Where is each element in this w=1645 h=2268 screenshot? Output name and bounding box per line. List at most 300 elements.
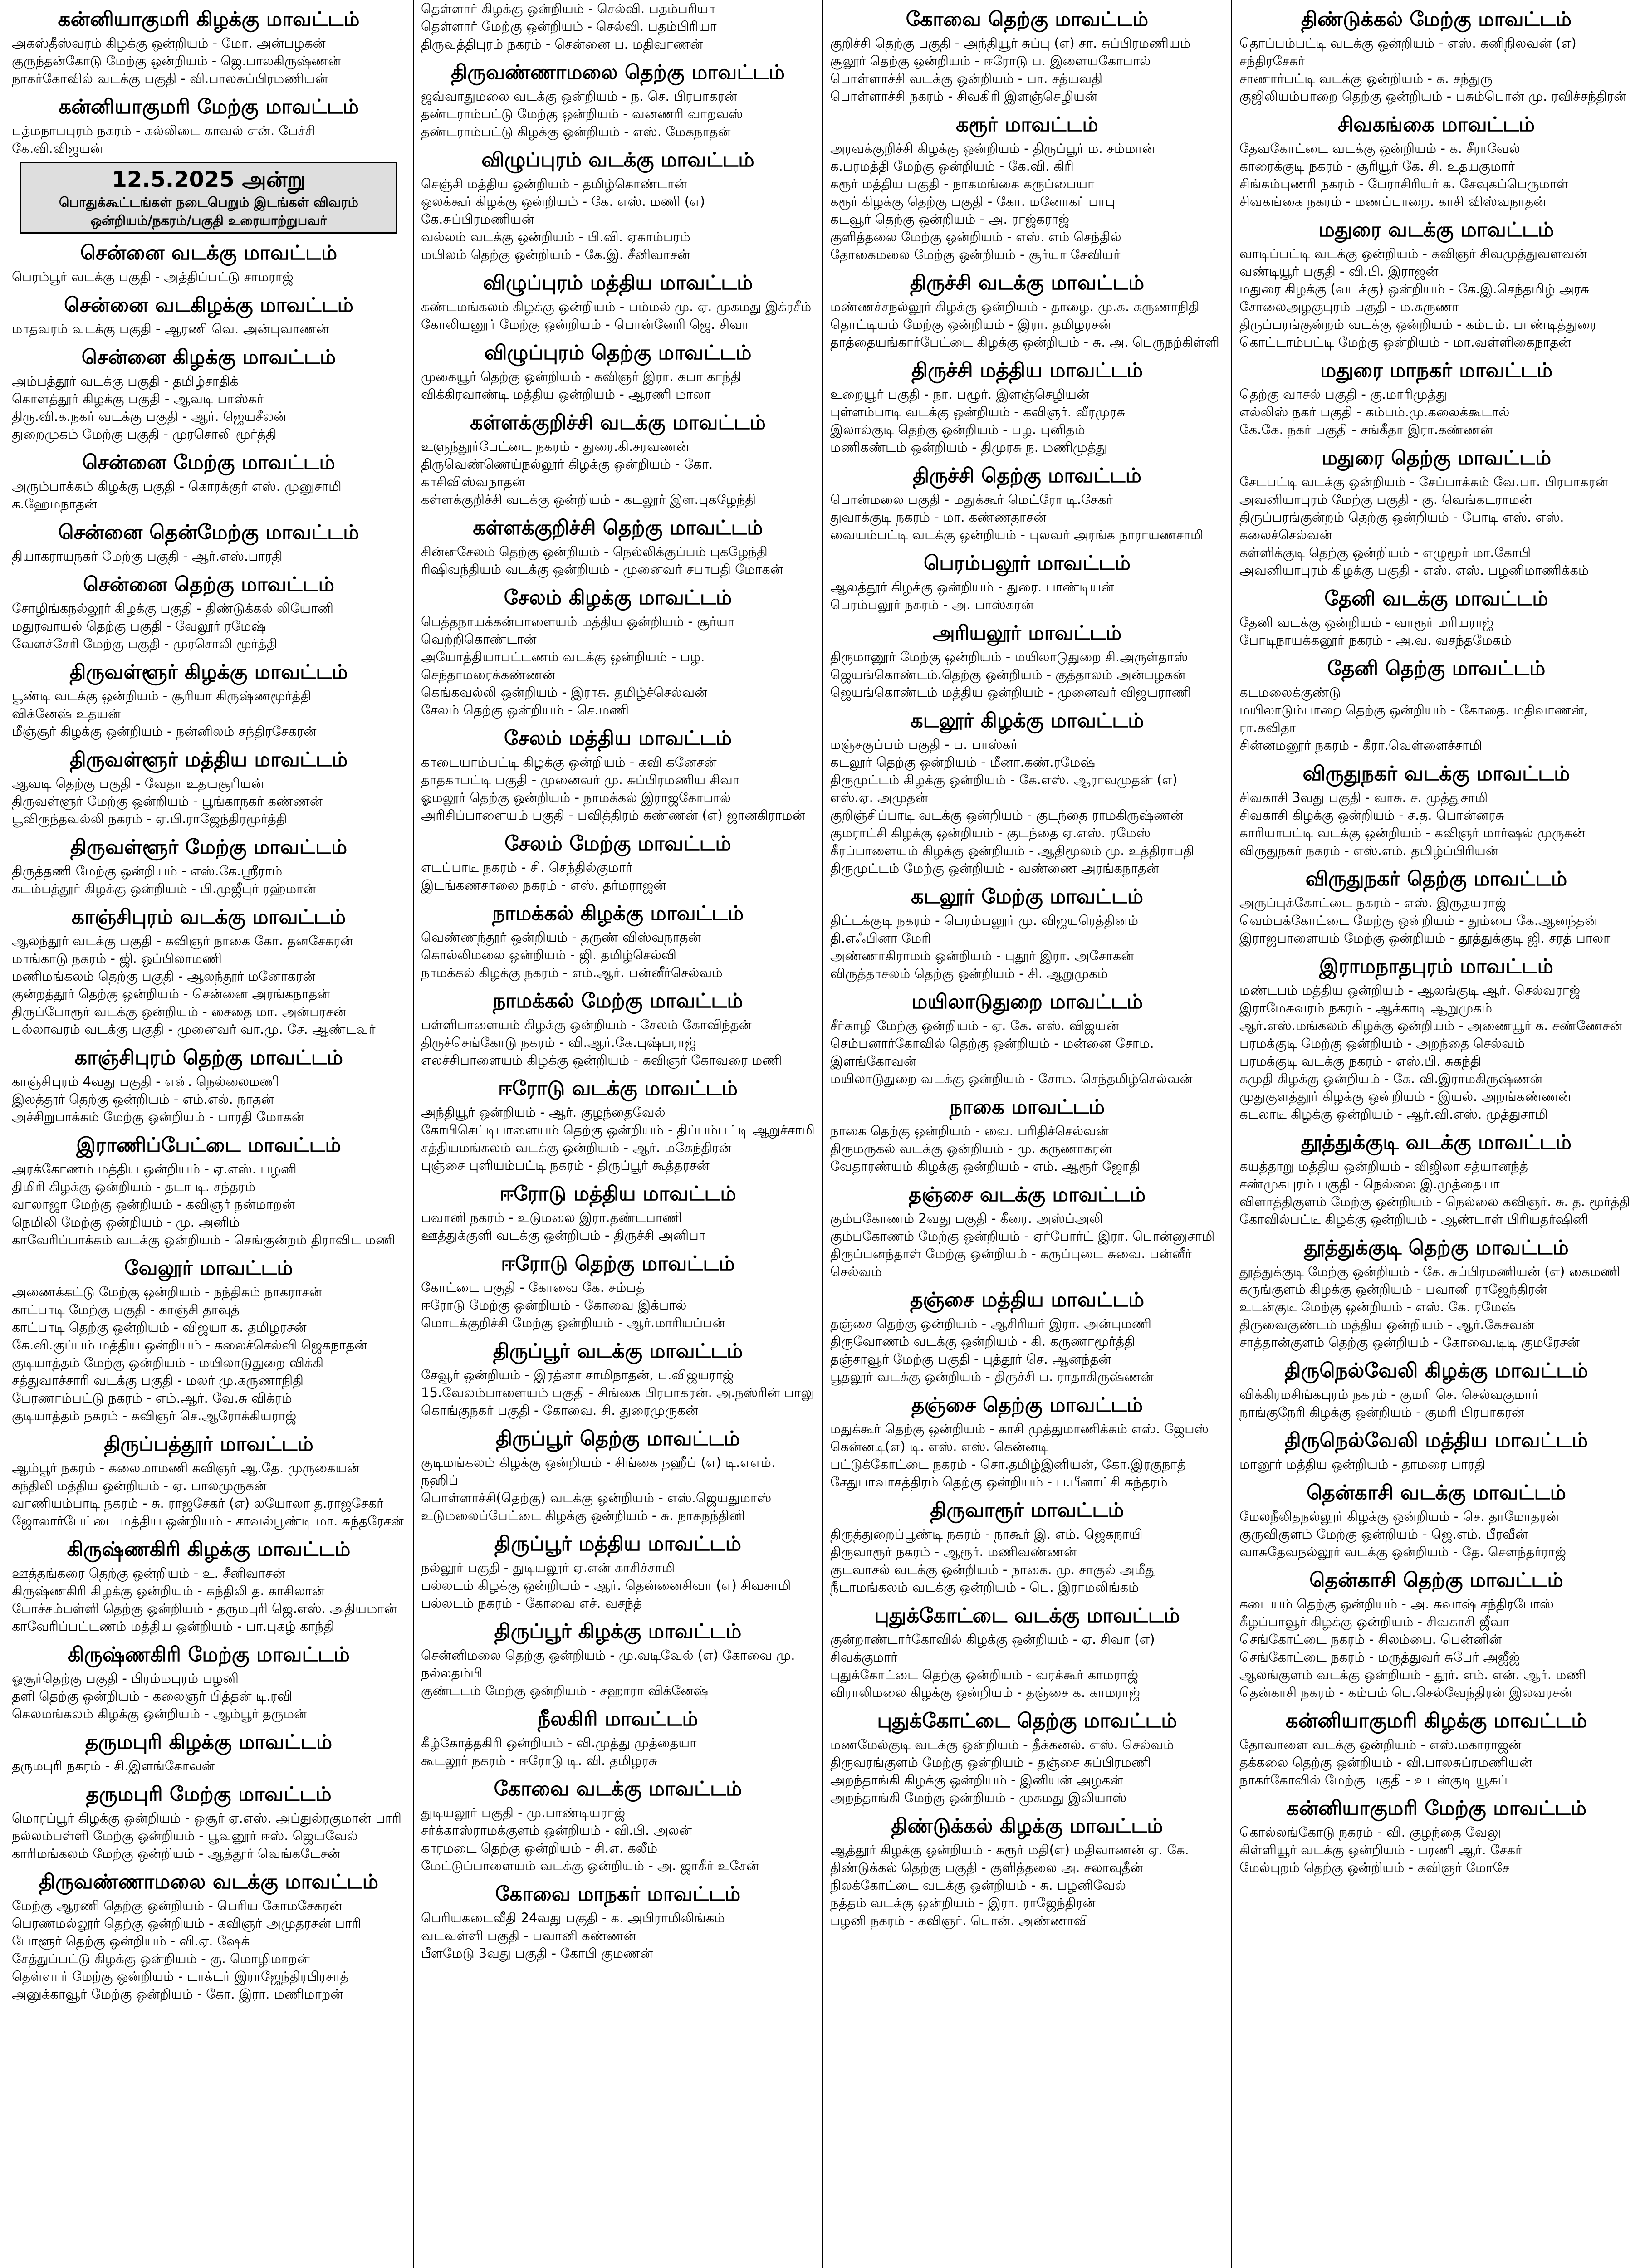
- meeting-entry: சின்னமனூர் நகரம் - கீரா.வெள்ளைச்சாமி: [1239, 738, 1482, 753]
- meeting-entry: திருவைகுண்டம் மத்திய ஒன்றியம் - ஆர்.கேசவன்: [1239, 1317, 1535, 1332]
- column-4: [1232, 0, 1640, 2268]
- meeting-entry: விக்கிரமசிங்கபுரம் நகரம் - குமரி செ. செல்வகுமார்: [1239, 1387, 1539, 1402]
- district-section: [1239, 1708, 1634, 1789]
- meeting-entry: காரைக்குடி நகரம் - சூரியூர் கே. சி. உதயகுமார்: [1239, 158, 1515, 174]
- district-title: கோவை மாநகர் மாவட்டம்: [495, 1882, 741, 1906]
- meeting-entry: திருப்பரங்குன்றம் வடக்கு ஒன்றியம் - கம்பம். பாண்டித்துரை: [1239, 317, 1597, 332]
- meeting-entry: சாத்தான்குளம் தெற்கு ஒன்றியம் - கோவை.டிடி குமரேசன்: [1239, 1334, 1580, 1350]
- meeting-entry: செம்பனார்கோவில் தெற்கு ஒன்றியம் - மன்னை சோம. இளங்கோவன்: [830, 1036, 1154, 1069]
- meeting-entry: வாணியம்பாடி நகரம் - சு. ராஜசேகர் (எ) லயோலா த.ராஜசேகர்: [12, 1496, 384, 1511]
- district-section: [829, 6, 1225, 105]
- column-3: [823, 0, 1232, 2268]
- meeting-entry: மஞ்சகுப்பம் பகுதி - ப. பாஸ்கர்: [830, 737, 1018, 752]
- meeting-entry: குமராட்சி கிழக்கு ஒன்றியம் - குடந்தை ஏ.எஸ். ரமேஸ்: [830, 825, 1151, 841]
- meeting-entry: வாலாஜா மேற்கு ஒன்றியம் - கவிஞர் நன்மாறன்: [12, 1197, 295, 1212]
- meeting-entry: திருவத்திபுரம் நகரம் - சென்னை ப. மதிவாணன்: [421, 36, 703, 52]
- meeting-entry: தேவகோட்டை வடக்கு ஒன்றியம் - க. சீராவேல்: [1239, 141, 1520, 156]
- meeting-entry: பூண்டி வடக்கு ஒன்றியம் - சூரியா கிருஷ்ணமூர்த்தி: [12, 688, 312, 704]
- meeting-entry: நாகர்கோவில் வடக்கு பகுதி - வி.பாலசுப்பிரமணியன்: [12, 71, 328, 86]
- meeting-entry: மொரப்பூர் கிழக்கு ஒன்றியம் - ஒசூர் ஏ.எஸ். அப்துல்ரகுமான் பாரி: [12, 1810, 401, 1826]
- meeting-entry: பொள்ளாச்சி வடக்கு ஒன்றியம் - பா. சத்யவதி: [830, 71, 1102, 86]
- meeting-entry: வல்லம் வடக்கு ஒன்றியம் - பி.வி. ஏகாம்பரம்: [421, 229, 690, 244]
- meeting-entry: தஞ்சை தெற்கு ஒன்றியம் - ஆசிரியர் இரா. அன்புமணி: [830, 1316, 1151, 1331]
- district-title: கன்னியாகுமரி மேற்கு மாவட்டம்: [1286, 1797, 1587, 1820]
- meeting-entry: அணைக்கட்டு மேற்கு ஒன்றியம் - நந்திகம் நாகராசன்: [12, 1284, 322, 1300]
- meeting-entry: மதுரை கிழக்கு (வடக்கு) ஒன்றியம் - கே.இ.செந்தமிழ் அரசு: [1239, 281, 1590, 297]
- meeting-entry: அரும்பாக்கம் கிழக்கு பகுதி - கொரக்குர் எஸ். முனுசாமி: [12, 479, 342, 494]
- district-title: தென்காசி தெற்கு மாவட்டம்: [1309, 1569, 1563, 1592]
- district-section: [1239, 655, 1634, 754]
- meeting-entry: போச்சம்பள்ளி தெற்கு ஒன்றியம் - தருமபுரி ஜெ.எஸ். அதியமான்: [12, 1601, 397, 1616]
- meeting-entry: பட்டுக்கோட்டை நகரம் - சொ.தமிழ்இனியன், கோ.இரகுநாத்: [830, 1457, 1186, 1472]
- meeting-entry: மணிகண்டம் ஒன்றியம் - திமுரசு ந. மணிமுத்து: [830, 440, 1107, 455]
- meeting-entry: கீழ்கோத்தகிரி ஒன்றியம் - வி.முத்து முத்தையா: [421, 1735, 697, 1750]
- district-title: ஈரோடு தெற்கு மாவட்டம்: [501, 1252, 735, 1275]
- district-section: [420, 1881, 816, 1962]
- meeting-entry: கடவூர் தெற்கு ஒன்றியம் - அ. ராஜ்கராஜ்: [830, 211, 1070, 227]
- meeting-entry: விருதுநகர் நகரம் - எஸ்.எம். தமிழ்ப்பிரியன்: [1239, 843, 1498, 858]
- district-title: திருநெல்வேலி மத்திய மாவட்டம்: [1284, 1429, 1588, 1452]
- district-section: [420, 1706, 816, 1769]
- meeting-entry: நெமிலி மேற்கு ஒன்றியம் - மு. அனிம்: [12, 1214, 240, 1230]
- meeting-entry: தக்கலை தெற்கு ஒன்றியம் - வி.பாலசுப்ரமணியன்: [1239, 1755, 1532, 1770]
- meeting-entry: கொட்டாம்பட்டி மேற்கு ஒன்றியம் - மா.வள்ளிகைநாதன்: [1239, 334, 1572, 350]
- district-title: தருமபுரி கிழக்கு மாவட்டம்: [85, 1730, 333, 1754]
- meeting-entry: காட்பாடி மேற்கு பகுதி - காஞ்சி தாவுத்: [12, 1302, 240, 1317]
- district-title: திருவள்ளூர் மத்திய மாவட்டம்: [69, 748, 348, 771]
- meeting-entry: செஞ்சி மத்திய ஒன்றியம் - தமிழ்கொண்டான்: [421, 176, 687, 191]
- meeting-entry: தளி தெற்கு ஒன்றியம் - கலைஞர் பித்தன் டி.ரவி: [12, 1688, 293, 1704]
- meeting-entry: திருவோணம் வடக்கு ஒன்றியம் - கி. கருணாமூர்த்தி: [830, 1334, 1135, 1349]
- district-title: காஞ்சிபுரம் தெற்கு மாவட்டம்: [74, 1046, 343, 1069]
- district-title: திருப்பத்தூர் மாவட்டம்: [104, 1432, 313, 1456]
- meeting-entry: குறிச்சி தெற்கு பகுதி - அந்தியூர் சுப்பு (எ) சா. சுப்பிரமணியம்: [830, 35, 1191, 51]
- meeting-entry: கோபிசெட்டிபாளையம் தெற்கு ஒன்றியம் - திப்பம்பட்டி ஆறுச்சாமி: [421, 1122, 815, 1138]
- meeting-entry: திருமுட்டம் மேற்கு ஒன்றியம் - வண்ணை அரங்கநாதன்: [830, 860, 1159, 876]
- meeting-entry: கூடலூர் நகரம் - ஈரோடு டி. வி. தமிழரசு: [421, 1753, 657, 1768]
- meeting-entry: மேல்புறம் தெற்கு ஒன்றியம் - கவிஞர் மோசே: [1239, 1860, 1510, 1875]
- meeting-entry: சீர்காழி மேற்கு ஒன்றியம் - ஏ. கே. எஸ். விஜயன்: [830, 1018, 1119, 1033]
- district-title: தஞ்சை மத்திய மாவட்டம்: [910, 1288, 1145, 1311]
- meeting-entry: பொள்ளாச்சி நகரம் - சிவகிரி இளஞ்செழியன்: [830, 88, 1098, 104]
- district-section: [11, 659, 406, 740]
- district-section: [1239, 445, 1634, 579]
- meeting-entry: குளித்தலை மேற்கு ஒன்றியம் - எஸ். எம் செந்தில்: [830, 229, 1121, 244]
- meeting-entry: மதுக்கூர் தெற்கு ஒன்றியம் - காசி முத்துமாணிக்கம் எஸ். ஜேபஸ் கென்னடி(எ) டி. எஸ். எஸ். கென்னடி: [830, 1421, 1209, 1454]
- meeting-entry: முகையூர் தெற்கு ஒன்றியம் - கவிஞர் இரா. கபா காந்தி: [421, 369, 742, 384]
- district-title: தேனி வடக்கு மாவட்டம்: [1324, 587, 1548, 610]
- meeting-entry: கரூர் மத்திய பகுதி - நாகமங்கை கருப்பையா: [830, 176, 1095, 191]
- meeting-entry: இலால்குடி தெற்கு ஒன்றியம் - பழ. புனிதம்: [830, 422, 1085, 437]
- meeting-entry: அவனியாபுரம் கிழக்கு பகுதி - எஸ். எஸ். பழனிமாணிக்கம்: [1239, 562, 1589, 578]
- meeting-entry: தருமபுரி நகரம் - சி.இளங்கோவன்: [12, 1758, 215, 1774]
- district-section: [420, 270, 816, 333]
- district-title: திருவள்ளூர் மேற்கு மாவட்டம்: [70, 836, 348, 859]
- meeting-entry: பரமக்குடி வடக்கு நகரம் - எஸ்.பி. சுகந்தி: [1239, 1053, 1481, 1069]
- meeting-entry: கடம்பத்தூர் கிழக்கு ஒன்றியம் - பி.முஜீபுர் ரஹ்மான்: [12, 881, 316, 896]
- meeting-entry: மண்ணச்சநல்லூர் கிழக்கு ஒன்றியம் - தாழை. மு.க. கருணாநிதி: [830, 299, 1199, 314]
- district-title: கள்ளக்குறிச்சி வடக்கு மாவட்டம்: [470, 411, 766, 434]
- meeting-entry: தெள்ளார் மேற்கு ஒன்றியம் - செல்வி. பதம்பிரியா: [421, 19, 717, 34]
- meeting-entry: ஓசூர்தெற்கு பகுதி - பிரம்மபுரம் பழனி: [12, 1671, 239, 1686]
- district-section: [1239, 357, 1634, 439]
- meeting-entry: சூலூர் தெற்கு ஒன்றியம் - ஈரோடு ப. இளையகோபால்: [830, 53, 1151, 68]
- meeting-entry: ஜோலார்பேட்டை மத்திய ஒன்றியம் - சாவல்பூண்டி மா. சுந்தரேசன்: [12, 1513, 404, 1529]
- meeting-entry: புஞ்சை புளியம்பட்டி நகரம் - திருப்பூர் கூத்தரசன்: [421, 1158, 710, 1173]
- district-title: திண்டுக்கல் மேற்கு மாவட்டம்: [1301, 8, 1572, 31]
- meeting-entry: பெரம்பூர் வடக்கு பகுதி - அத்திப்பட்டு சாமராஜ்: [12, 269, 294, 284]
- meeting-entry: திருவள்ளூர் மேற்கு ஒன்றியம் - பூங்காநகர் கண்ணன்: [12, 793, 323, 809]
- district-title: சென்னை வடகிழக்கு மாவட்டம்: [64, 293, 353, 317]
- district-section: [829, 550, 1225, 614]
- meeting-entry: ஓமலூர் தெற்கு ஒன்றியம் - நாமக்கல் இராஜகோபால்: [421, 790, 731, 805]
- meeting-entry: பெரியகடைவீதி 24வது பகுதி - க. அபிராமிலிங்கம்: [421, 1910, 725, 1926]
- meeting-entry: குன்றத்தூர் தெற்கு ஒன்றியம் - சென்னை அரங்கநாதன்: [12, 986, 330, 1002]
- district-section: [420, 988, 816, 1069]
- meeting-entry: அரிசிப்பாளையம் பகுதி - பவித்திரம் கண்ணன் (எ) ஜானகிராமன்: [421, 807, 805, 823]
- meeting-entry: சோழிங்கநல்லூர் கிழக்கு பகுதி - திண்டுக்கல் லியோனி: [12, 601, 333, 616]
- meeting-entry: சத்தியமங்கலம் வடக்கு ஒன்றியம் - ஆர். மகேந்திரன்: [421, 1140, 732, 1155]
- district-title: சென்னை வடக்கு மாவட்டம்: [80, 241, 338, 264]
- district-title: திருச்சி வடக்கு மாவட்டம்: [910, 271, 1145, 294]
- meeting-entry: சாணார்பட்டி வடக்கு ஒன்றியம் - க. சந்துரு: [1239, 71, 1493, 86]
- meeting-entry: தஞ்சாவூர் மேற்கு பகுதி - புத்தூர் செ. ஆனந்தன்: [830, 1351, 1111, 1367]
- district-title: புதுக்கோட்டை தெற்கு மாவட்டம்: [877, 1709, 1177, 1732]
- meeting-entry: திருவெண்ணெய்நல்லூர் கிழக்கு ஒன்றியம் - கோ. காசிவிஸ்வநாதன்: [421, 456, 713, 489]
- meeting-entry: தாதகாபட்டி பகுதி - முனைவர் மு. சுப்பிரமணிய சிவா: [421, 772, 740, 787]
- meeting-entry: வடவள்ளி பகுதி - பவானி கண்ணன்: [421, 1928, 636, 1943]
- district-title: விருதுநகர் தெற்கு மாவட்டம்: [1305, 867, 1567, 890]
- meeting-entry: ஆத்தூர் கிழக்கு ஒன்றியம் - கரூர் மதி(எ) மதிவாணன் ஏ. கே.: [830, 1842, 1189, 1857]
- district-title: கன்னியாகுமரி கிழக்கு மாவட்டம்: [1285, 1709, 1587, 1732]
- district-section: [11, 1536, 406, 1635]
- district-section: [420, 1426, 816, 1525]
- meeting-entry: தியாகராயநகர் மேற்கு பகுதி - ஆர்.எஸ்.பாரதி: [12, 548, 283, 564]
- meeting-entry: அறந்தாங்கி கிழக்கு ஒன்றியம் - இனியன் அழகன்: [830, 1772, 1123, 1788]
- meeting-entry: சத்துவாச்சாரி வடக்கு பகுதி - மலர் மு.கருணாநிதி: [12, 1373, 304, 1388]
- meeting-entry: சேவூர் ஒன்றியம் - இரத்னா சாமிநாதன், ப.விஜயராஜ்: [421, 1367, 734, 1383]
- meeting-entry: பூதலூர் வடக்கு ஒன்றியம் - திருச்சி ப. ராதாகிருஷ்ணன்: [830, 1369, 1154, 1384]
- district-title: மதுரை மாநகர் மாவட்டம்: [1320, 359, 1553, 382]
- meeting-entry: கண்டமங்கலம் கிழக்கு ஒன்றியம் - பம்மல் மு. ஏ. முகமது இக்ரசீம்: [421, 299, 812, 314]
- column-4-body: [1239, 6, 1634, 1877]
- meeting-entry: உடுமலைப்பேட்டை கிழக்கு ஒன்றியம் - சு. நாகநந்தினி: [421, 1508, 745, 1523]
- meeting-entry: வெம்பக்கோட்டை மேற்கு ஒன்றியம் - தும்பை கே.ஆனந்தன்: [1239, 913, 1598, 928]
- meeting-entry: ஆலந்தூர் வடக்கு பகுதி - கவிஞர் நாகை கோ. தனசேகரன்: [12, 933, 353, 948]
- meeting-entry: பெத்தநாயக்கன்பாளையம் மத்திய ஒன்றியம் - சூர்யா வெற்றிகொண்டான்: [421, 614, 735, 647]
- district-section: [829, 357, 1225, 456]
- meeting-entry: கொளத்தூர் கிழக்கு பகுதி - ஆவடி பாஸ்கர்: [12, 391, 264, 406]
- meeting-entry: ஆம்பூர் நகரம் - கலைமாமணி கவிஞர் ஆ.தே. முருகையன்: [12, 1460, 360, 1476]
- district-section: [420, 585, 816, 719]
- district-title: கோவை வடக்கு மாவட்டம்: [494, 1777, 742, 1800]
- meeting-entry: புள்ளம்பாடி வடக்கு ஒன்றியம் - கவிஞர். வீரமுரசு: [830, 404, 1126, 420]
- meeting-entry: குடிமங்கலம் கிழக்கு ஒன்றியம் - சிங்கை நஹீப் (எ) டி.எஎம். நஹிப்: [421, 1455, 776, 1488]
- meeting-entry: நிலக்கோட்டை வடக்கு ஒன்றியம் - சு. பழனிவேல்: [830, 1877, 1126, 1893]
- meeting-entry: தொப்பம்பட்டி வடக்கு ஒன்றியம் - எஸ். கனிநிலவன் (எ) சந்திரசேகர்: [1239, 35, 1576, 68]
- meeting-entry: உறையூர் பகுதி - நா. பழூர். இளஞ்செழியன்: [830, 386, 1090, 402]
- meeting-entry: கீரப்பாளையம் கிழக்கு ஒன்றியம் - ஆதிமூலம் மு. உத்திராபதி: [830, 843, 1195, 858]
- meeting-entry: திருவரங்குளம் மேற்கு ஒன்றியம் - தஞ்சை சுப்பிரமணி: [830, 1755, 1151, 1770]
- district-section: [11, 1729, 406, 1775]
- meeting-entry: அரவக்குறிச்சி கிழக்கு ஒன்றியம் - திருப்பூர் ம. சம்மான்: [830, 141, 1155, 156]
- district-section: [11, 1781, 406, 1862]
- meeting-entry: விருத்தாசலம் தெற்கு ஒன்றியம் - சி. ஆறுமுகம்: [830, 966, 1108, 981]
- meeting-entry: குஜிலியம்பாறை தெற்கு ஒன்றியம் - பசும்பொன் மு. ரவிச்சந்திரன்: [1239, 88, 1627, 104]
- meeting-entry: உடன்குடி மேற்கு ஒன்றியம் - எஸ். கே. ரமேஷ்: [1239, 1299, 1516, 1315]
- meeting-entry: குடியாத்தம் நகரம் - கவிஞர் செ.ஆரோக்கியராஜ்: [12, 1408, 297, 1423]
- meeting-entry: தென்காசி நகரம் - கம்பம் பெ.செல்வேந்திரன் இலவரசன்: [1239, 1685, 1572, 1700]
- district-section: [1239, 953, 1634, 1123]
- meeting-entry: கமுதி கிழக்கு ஒன்றியம் - கே. வி.இராமகிருஷ்ணன்: [1239, 1071, 1543, 1086]
- meeting-entry: இடங்கணசாலை நகரம் - எஸ். தர்மராஜன்: [421, 877, 666, 893]
- district-section: [1239, 1358, 1634, 1421]
- meeting-entry: வாடிப்பட்டி வடக்கு ஒன்றியம் - கவிஞர் சிவமுத்துவளவன்: [1239, 246, 1587, 261]
- meeting-entry: விராலிமலை கிழக்கு ஒன்றியம் - தஞ்சை க. காமராஜ்: [830, 1685, 1140, 1700]
- district-title: சென்னை தெற்கு மாவட்டம்: [83, 573, 334, 596]
- district-section: [829, 1813, 1225, 1930]
- meeting-entry: சர்க்காஸ்ராமக்குளம் ஒன்றியம் - வி.பி. அலன்: [421, 1823, 692, 1838]
- meeting-entry: குடவாசல் வடக்கு ஒன்றியம் - நாகை. மு. சாகுல் அமீது: [830, 1562, 1157, 1577]
- district-title: கன்னியாகுமரி கிழக்கு மாவட்டம்: [58, 8, 360, 31]
- meeting-entry: மேட்டுப்பாளையம் வடக்கு ஒன்றியம் - அ. ஜாகீர் உசேன்: [421, 1858, 759, 1873]
- district-section: [11, 1869, 406, 2003]
- meeting-entry: நாகர்கோவில் மேற்கு பகுதி - உடன்குடி யூசுப்: [1239, 1772, 1508, 1788]
- meeting-entry: துறைமுகம் மேற்கு பகுதி - முரசொலி மூர்த்தி: [12, 426, 277, 442]
- meeting-entry: அம்பத்தூர் வடக்கு பகுதி - தமிழ்சாதிக்: [12, 373, 239, 389]
- meeting-entry: கிருஷ்ணகிரி கிழக்கு ஒன்றியம் - கந்திலி த. காசிலான்: [12, 1583, 325, 1598]
- district-title: சென்னை கிழக்கு மாவட்டம்: [81, 346, 336, 369]
- meeting-entry: கருங்குளம் கிழக்கு ஒன்றியம் - பவானி ராஜேந்திரன்: [1239, 1281, 1547, 1297]
- column-1: [5, 0, 414, 2268]
- meeting-entry: பள்ளிபாளையம் கிழக்கு ஒன்றியம் - சேலம் கோவிந்தன்: [421, 1017, 752, 1032]
- district-title: தஞ்சை வடக்கு மாவட்டம்: [908, 1183, 1146, 1206]
- meeting-entry: குருந்தன்கோடு மேற்கு ஒன்றியம் - ஜெ.பாலகிருஷ்ணன்: [12, 53, 341, 68]
- district-section: [11, 450, 406, 513]
- district-section: [11, 292, 406, 338]
- meeting-entry: திருப்பரங்குன்றம் தெற்கு ஒன்றியம் - போடி எஸ். எஸ். கலைச்செல்வன்: [1239, 509, 1564, 543]
- meeting-entry: சேடபட்டி வடக்கு ஒன்றியம் - சேப்பாக்கம் வே.பா. பிரபாகரன்: [1239, 474, 1608, 489]
- district-section: [420, 900, 816, 982]
- meeting-entry: வேதாரண்யம் கிழக்கு ஒன்றியம் - எம். ஆரூர் ஜோதி: [830, 1158, 1140, 1174]
- meeting-entry: நாங்குநேரி கிழக்கு ஒன்றியம் - குமரி பிரபாகரன்: [1239, 1404, 1524, 1420]
- district-title: கன்னியாகுமரி மேற்கு மாவட்டம்: [58, 95, 359, 118]
- district-section: [11, 1132, 406, 1249]
- date-notice-box: [20, 162, 397, 234]
- district-title: திருச்சி மத்திய மாவட்டம்: [911, 359, 1143, 382]
- meeting-entry: பவானி நகரம் - உடுமலை இரா.தண்டபாணி: [421, 1210, 682, 1225]
- district-title: தேனி தெற்கு மாவட்டம்: [1327, 657, 1546, 680]
- meeting-entry: கிள்ளியூர் வடக்கு ஒன்றியம் - பரணி ஆர். சேகர்: [1239, 1842, 1523, 1857]
- district-section: [829, 1182, 1225, 1281]
- meeting-entry: மணமேல்குடி வடக்கு ஒன்றியம் - தீக்கனல். எஸ். செல்வம்: [830, 1737, 1174, 1752]
- meeting-entry: முதுகுளத்தூர் கிழக்கு ஒன்றியம் - இயல். அறங்கண்ணன்: [1239, 1089, 1572, 1104]
- district-title: மயிலாடுதுறை மாவட்டம்: [911, 990, 1143, 1013]
- district-section: [11, 747, 406, 828]
- district-title: தருமபுரி மேற்கு மாவட்டம்: [86, 1783, 332, 1806]
- district-section: [11, 240, 406, 286]
- meeting-entry: சிங்கம்புணரி நகரம் - பேராசிரியர் க. சேவுகப்பெருமாள்: [1239, 176, 1569, 191]
- district-section: [420, 1618, 816, 1700]
- district-title: கோவை தெற்கு மாவட்டம்: [906, 8, 1149, 31]
- meeting-entry: செங்கோட்டை நகரம் - சிலம்பை. பென்னின்: [1239, 1632, 1502, 1647]
- meeting-entry: கொல்லங்கோடு நகரம் - வி. குழந்தை வேலு: [1239, 1824, 1501, 1840]
- meeting-entry: க.பரமத்தி மேற்கு ஒன்றியம் - கே.வி. கிரி: [830, 158, 1074, 174]
- meeting-entry: சிவகங்கை நகரம் - மணப்பாறை. காசி விஸ்வநாதன்: [1239, 194, 1547, 209]
- meeting-entry: நாமக்கல் கிழக்கு நகரம் - எம்.ஆர். பன்னீர்செல்வம்: [421, 965, 723, 980]
- district-section: [11, 1255, 406, 1425]
- district-section: [829, 463, 1225, 544]
- meeting-entry: தி.எஃபினா மேரி: [830, 930, 931, 946]
- district-section: [829, 708, 1225, 877]
- district-title: கிருஷ்ணகிரி கிழக்கு மாவட்டம்: [67, 1538, 351, 1561]
- meeting-entry: சேத்துப்பட்டு கிழக்கு ஒன்றியம் - கு. மொழிமாறன்: [12, 1951, 310, 1966]
- meeting-entry: தோகைமலை மேற்கு ஒன்றியம் - சூர்யா சேவியர்: [830, 247, 1121, 262]
- meeting-entry: ஊத்துக்குளி வடக்கு ஒன்றியம் - திருச்சி அனிபா: [421, 1227, 705, 1243]
- meeting-entry: குண்டடம் மேற்கு ஒன்றியம் - சஹாரா விக்னேஷ்: [421, 1683, 708, 1698]
- district-section: [11, 519, 406, 565]
- meeting-entry: வையம்பட்டி வடக்கு ஒன்றியம் - புலவர் அரங்க நாராயணசாமி: [830, 527, 1204, 543]
- district-title: நாமக்கல் கிழக்கு மாவட்டம்: [492, 902, 744, 925]
- meeting-entry: சேலம் தெற்கு ஒன்றியம் - செ.மணி: [421, 702, 629, 718]
- meeting-entry: குறிஞ்சிப்பாடி வடக்கு ஒன்றியம் - குடந்தை ராமகிருஷ்ணன்: [830, 807, 1184, 823]
- meeting-entry: அந்தியூர் ஒன்றியம் - ஆர். குழந்தைவேல்: [421, 1105, 666, 1120]
- meeting-entry: இராஜபாளையம் மேற்கு ஒன்றியம் - தூத்துக்குடி ஜி. சரத் பாலா: [1239, 930, 1611, 946]
- district-section: [829, 1094, 1225, 1175]
- meeting-entry: தோவாளை வடக்கு ஒன்றியம் - எஸ்.மகாராஜன்: [1239, 1737, 1522, 1752]
- district-title: நீலகிரி மாவட்டம்: [538, 1707, 698, 1730]
- meeting-entry: உளுந்தூர்பேட்டை நகரம் - துரை.கி.சரவணன்: [421, 439, 689, 454]
- meeting-entry: நாகை தெற்கு ஒன்றியம் - வை. பரிதிச்செல்வன்: [830, 1123, 1109, 1139]
- meeting-entry: வேளச்சேரி மேற்கு பகுதி - முரசொலி மூர்த்தி: [12, 636, 278, 651]
- columns-container: [5, 0, 1640, 2268]
- district-section: [11, 1431, 406, 1530]
- meeting-entry: அயோத்தியாபட்டணம் வடக்கு ஒன்றியம் - பழ. செந்தாமரைக்கண்ணன்: [421, 649, 705, 682]
- meeting-entry: தேனி வடக்கு ஒன்றியம் - வாரூர் மரியராஜ்: [1239, 615, 1493, 630]
- district-title: திருவாரூர் மாவட்டம்: [930, 1499, 1124, 1522]
- meeting-entry: விக்னேஷ் உதயன்: [12, 706, 121, 721]
- district-title: தஞ்சை தெற்கு மாவட்டம்: [911, 1393, 1143, 1417]
- district-title: திருநெல்வேலி கிழக்கு மாவட்டம்: [1284, 1359, 1588, 1382]
- district-section: [1239, 761, 1634, 860]
- district-section: [829, 884, 1225, 982]
- meeting-entry: விளாத்திகுளம் மேற்கு ஒன்றியம் - நெல்லை கவிஞர். சு. த. மூர்த்தி: [1239, 1194, 1630, 1209]
- meeting-entry: கே.வி.விஜயன்: [12, 141, 103, 156]
- meeting-entry: அச்சிறுபாக்கம் மேற்கு ஒன்றியம் - பாரதி மோகன்: [12, 1109, 305, 1124]
- meeting-entry: துடியலூர் பகுதி - மு.பாண்டியராஜ்: [421, 1805, 626, 1820]
- district-section: [420, 1075, 816, 1174]
- meeting-entry: மேலநீலிதநல்லூர் கிழக்கு ஒன்றியம் - செ. தாமோதரன்: [1239, 1509, 1559, 1524]
- meeting-entry: சோலைஅழகுபுரம் பகுதி - ம.சுருணா: [1239, 299, 1459, 314]
- district-section: [829, 112, 1225, 264]
- meeting-entry: புதுக்கோட்டை தெற்கு ஒன்றியம் - வரக்கூர் காமராஜ்: [830, 1667, 1138, 1682]
- district-section: [1239, 866, 1634, 947]
- district-title: தூத்துக்குடி தெற்கு மாவட்டம்: [1304, 1236, 1569, 1259]
- meeting-entry: திருப்போரூர் வடக்கு ஒன்றியம் - சைதை மா. அன்பரசன்: [12, 1004, 346, 1019]
- district-title: ஈரோடு மத்திய மாவட்டம்: [499, 1182, 736, 1205]
- meeting-entry: ஈரோடு மேற்கு ஒன்றியம் - கோவை இக்பால்: [421, 1297, 687, 1313]
- district-section: [829, 1708, 1225, 1807]
- meeting-entry: அனுக்காவூர் மேற்கு ஒன்றியம் - கோ. இரா. மணிமாறன்: [12, 1986, 343, 2002]
- meeting-entry: வெண்ணந்தூர் ஒன்றியம் - தருண் விஸ்வநாதன்: [421, 929, 701, 945]
- meeting-entry: திண்டுக்கல் தெற்கு பகுதி - குளித்தலை அ. சலாவுதீன்: [830, 1860, 1143, 1875]
- district-section: [11, 344, 406, 443]
- district-title: சேலம் மத்திய மாவட்டம்: [504, 727, 732, 750]
- meeting-entry: நல்லூர் பகுதி - துடியலூர் ஏ.என் காசிச்சாமி: [421, 1560, 675, 1575]
- district-title: விழுப்புரம் மத்திய மாவட்டம்: [483, 271, 753, 294]
- district-title: இராமநாதபுரம் மாவட்டம்: [1319, 955, 1553, 978]
- meeting-entry: அகஸ்தீஸ்வரம் கிழக்கு ஒன்றியம் - மோ. அன்பழகன்: [12, 35, 326, 51]
- meeting-entry: கடலாடி கிழக்கு ஒன்றியம் - ஆர்.வி.எஸ். முத்துசாமி: [1239, 1106, 1548, 1122]
- meeting-entry: காவேரிப்பாக்கம் வடக்கு ஒன்றியம் - செங்குன்றம் திராவிட மணி: [12, 1232, 396, 1247]
- district-section: [420, 1531, 816, 1612]
- meeting-entry: ரிஷிவந்தியம் வடக்கு ஒன்றியம் - முனைவர் சபாபதி மோகன்: [421, 562, 783, 577]
- meeting-entry: பெரம்பலூர் நகரம் - அ. பாஸ்கரன்: [830, 597, 1034, 612]
- meeting-entry: கந்திலி மத்திய ஒன்றியம் - ஏ. பாலமுருகன்: [12, 1478, 267, 1493]
- district-title: சென்னை தென்மேற்கு மாவட்டம்: [58, 521, 359, 544]
- meeting-entry: மாங்காடு நகரம் - ஜி. ஒப்பிலாமணி: [12, 951, 222, 966]
- meeting-entry: திருவாரூர் நகரம் - ஆரூர். மணிவண்ணன்: [830, 1544, 1077, 1559]
- meeting-entry: கள்ளிக்குடி தெற்கு ஒன்றியம் - எழுமூர் மா.கோபி: [1239, 545, 1531, 560]
- meeting-entry: மயிலம் தெற்கு ஒன்றியம் - கே.இ. சீனிவாசன்: [421, 247, 690, 262]
- meeting-entry: அருப்புக்கோட்டை நகரம் - எஸ். இருதயராஜ்: [1239, 895, 1506, 910]
- meeting-entry: பத்மநாபபுரம் நகரம் - கல்லிடை காவல் என். பேச்சி: [12, 123, 316, 138]
- meeting-entry: கரூர் கிழக்கு தெற்கு பகுதி - கோ. மனோகர் பாபு: [830, 194, 1115, 209]
- meeting-entry: மொடக்குறிச்சி மேற்கு ஒன்றியம் - ஆர்.மாரியப்பன்: [421, 1315, 725, 1330]
- district-title: நாகை மாவட்டம்: [949, 1095, 1105, 1119]
- district-title: தூத்துக்குடி வடக்கு மாவட்டம்: [1301, 1131, 1572, 1154]
- meeting-entry: கும்பகோணம் 2வது பகுதி - கீரை. அஸ்ப்அலி: [830, 1211, 1103, 1226]
- meeting-entry: எடப்பாடி நகரம் - சி. செந்தில்குமார்: [421, 860, 633, 875]
- meeting-entry: தாத்தையங்கார்பேட்டை கிழக்கு ஒன்றியம் - சு. அ. பெருநற்கிள்ளி: [830, 334, 1219, 350]
- notice-line-2: ஒன்றியம்/நகரம்/பகுதி உரையாற்றுபவர்: [90, 213, 327, 228]
- meeting-entry: மாதவரம் வடக்கு பகுதி - ஆரணி வெ. அன்புவாணன்: [12, 321, 329, 337]
- district-section: [829, 989, 1225, 1088]
- district-title: திருப்பூர் மத்திய மாவட்டம்: [494, 1532, 742, 1555]
- district-section: [1239, 1795, 1634, 1877]
- meeting-entry: போடிநாயக்கனூர் நகரம் - அ.வ. வசந்தமேகம்: [1239, 632, 1512, 648]
- district-section: [1239, 1480, 1634, 1561]
- meeting-entry: கள்ளக்குறிச்சி வடக்கு ஒன்றியம் - கடலூர் இள.புகழேந்தி: [421, 492, 756, 507]
- district-title: கரூர் மாவட்டம்: [956, 113, 1098, 136]
- meeting-entry: கெங்கவல்லி ஒன்றியம் - இராசு. தமிழ்ச்செல்வன்: [421, 684, 708, 700]
- meeting-entry: மதுரவாயல் தெற்கு பகுதி - வேலூர் ரமேஷ்: [12, 618, 266, 634]
- district-title: திருப்பூர் தெற்கு மாவட்டம்: [495, 1427, 740, 1450]
- meeting-entry: மேற்கு ஆரணி தெற்கு ஒன்றியம் - பெரிய கோமசேகரன்: [12, 1898, 343, 1913]
- meeting-entry: ஜெயங்கொண்டம் மத்திய ஒன்றியம் - முனைவர் விஜயராணி: [830, 684, 1191, 700]
- meeting-entry: சின்னசேலம் தெற்கு ஒன்றியம் - நெல்லிக்குப்பம் புகழேந்தி: [421, 544, 768, 559]
- meeting-entry: இலத்தூர் தெற்கு ஒன்றியம் - எம்.எல். நாதன்: [12, 1091, 274, 1107]
- meeting-entry: காட்பாடி தெற்கு ஒன்றியம் - விஜயா க. தமிழரசன்: [12, 1320, 307, 1335]
- district-section: [420, 1338, 816, 1419]
- district-title: மதுரை தெற்கு மாவட்டம்: [1321, 446, 1552, 469]
- meeting-entry: திட்டக்குடி நகரம் - பெரம்பலூர் மு. விஜயரெத்தினம்: [830, 913, 1138, 928]
- meeting-entry: கெலமங்கலம் கிழக்கு ஒன்றியம் - ஆம்பூர் தருமன்: [12, 1706, 307, 1721]
- district-title: சிவகங்கை மாவட்டம்: [1337, 113, 1535, 136]
- meeting-entry: கே.வி.குப்பம் மத்திய ஒன்றியம் - கலைச்செல்வி ஜெகநாதன்: [12, 1337, 367, 1353]
- meeting-entry: பேரணாம்பட்டு நகரம் - எம்.ஆர். வே.சு விக்ரம்: [12, 1390, 292, 1406]
- district-title: திருவண்ணாமலை வடக்கு மாவட்டம்: [39, 1870, 379, 1893]
- district-title: அரியலூர் மாவட்டம்: [932, 621, 1122, 645]
- meeting-date: 12.5.2025 அன்று: [112, 167, 306, 192]
- meeting-entry: திமிரி கிழக்கு ஒன்றியம் - தடா டி. சந்தரம்: [12, 1179, 256, 1194]
- district-section: [829, 1287, 1225, 1386]
- meeting-entry: குடியாத்தம் மேற்கு ஒன்றியம் - மயிலாடுதுறை விக்கி: [12, 1355, 324, 1370]
- district-section: [420, 59, 816, 141]
- meeting-entry: மீஞ்சூர் கிழக்கு ஒன்றியம் - நன்னிலம் சந்திரசேகரன்: [12, 723, 317, 739]
- meeting-entry: எல்லிஸ் நகர் பகுதி - கம்பம்.மு.கலைக்கூடால்: [1239, 404, 1510, 420]
- meeting-entry: காரிமங்கலம் மேற்கு ஒன்றியம் - ஆத்தூர் வெங்கடேசன்: [12, 1846, 341, 1861]
